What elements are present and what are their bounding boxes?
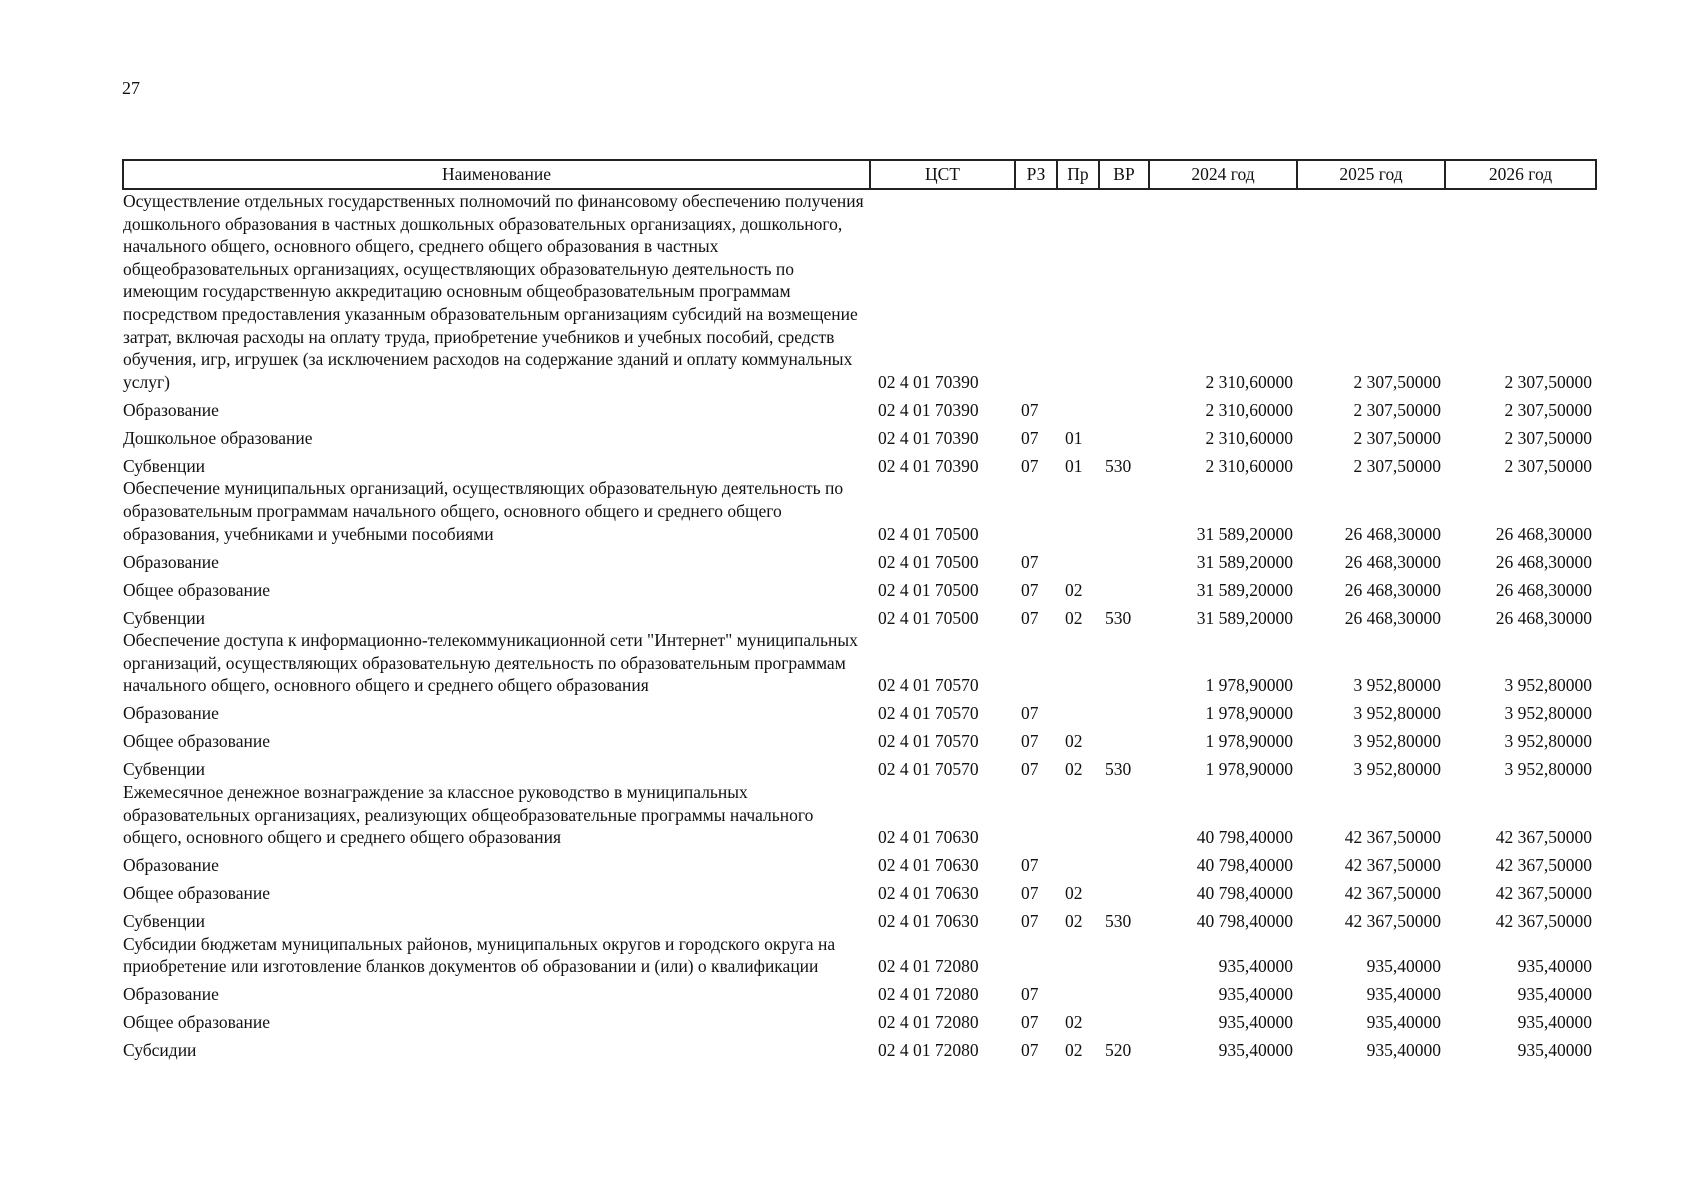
- cell-2024: 2 310,60000: [1205, 427, 1293, 448]
- cell-rz: [1015, 933, 1057, 978]
- cell-pr: [1057, 393, 1099, 421]
- cell-2024: 2 310,60000: [1205, 455, 1293, 476]
- cell-pr: 02: [1065, 1012, 1083, 1033]
- cell-2025: 3 952,80000: [1353, 703, 1441, 724]
- cell-2025: 42 367,50000: [1344, 855, 1441, 876]
- cell-vr: [1099, 877, 1149, 905]
- cell-vr: [1099, 477, 1149, 545]
- cell-cst: 02 4 01 70500: [878, 607, 979, 628]
- cell-rz: [1015, 477, 1057, 545]
- table-row: [123, 933, 1596, 978]
- cell-2026: 2 307,50000: [1504, 371, 1592, 392]
- cell-cst: 02 4 01 70570: [878, 675, 979, 696]
- budget-table: [122, 159, 1597, 1062]
- cell-2025: 3 952,80000: [1353, 731, 1441, 752]
- cell-vr: [1099, 629, 1149, 697]
- cell-vr: [1099, 725, 1149, 753]
- cell-pr: [1057, 189, 1099, 393]
- cell-2026: 935,40000: [1517, 956, 1592, 977]
- cell-2024: 40 798,40000: [1196, 855, 1293, 876]
- cell-2026: 26 468,30000: [1495, 579, 1592, 600]
- cell-2024: 40 798,40000: [1196, 911, 1293, 932]
- header-pr: Пр: [1057, 160, 1099, 189]
- page-number: 27: [122, 78, 140, 98]
- header-vr: ВР: [1099, 160, 1149, 189]
- cell-2026: 2 307,50000: [1504, 455, 1592, 476]
- table-row: [123, 697, 1596, 725]
- cell-2025: 42 367,50000: [1344, 911, 1441, 932]
- cell-rz: 07: [1021, 455, 1039, 476]
- cell-2026: 935,40000: [1517, 984, 1592, 1005]
- table-row: [123, 449, 1596, 477]
- cell-2024: 935,40000: [1218, 984, 1293, 1005]
- cell-vr: [1099, 393, 1149, 421]
- cell-2024: 1 978,90000: [1205, 759, 1293, 780]
- cell-pr: 02: [1065, 759, 1083, 780]
- cell-2024: 935,40000: [1218, 956, 1293, 977]
- cell-vr: [1099, 933, 1149, 978]
- cell-rz: [1015, 189, 1057, 393]
- cell-pr: 02: [1065, 911, 1083, 932]
- cell-name: Образование: [123, 551, 219, 572]
- cell-rz: 07: [1021, 703, 1039, 724]
- cell-2024: 40 798,40000: [1196, 883, 1293, 904]
- table-row: [123, 849, 1596, 877]
- cell-vr: [1099, 849, 1149, 877]
- cell-2026: 42 367,50000: [1495, 911, 1592, 932]
- cell-2024: 31 589,20000: [1196, 607, 1293, 628]
- cell-2024: 2 310,60000: [1205, 371, 1293, 392]
- cell-2026: 935,40000: [1517, 1040, 1592, 1061]
- cell-vr: 530: [1105, 911, 1132, 932]
- cell-rz: 07: [1021, 759, 1039, 780]
- table-row: [123, 1034, 1596, 1062]
- table-row: [123, 629, 1596, 697]
- cell-cst: 02 4 01 70500: [878, 523, 979, 544]
- cell-cst: 02 4 01 70630: [878, 855, 979, 876]
- cell-vr: 530: [1105, 607, 1132, 628]
- table-row: [123, 601, 1596, 629]
- cell-pr: 01: [1065, 455, 1083, 476]
- cell-2026: 42 367,50000: [1495, 827, 1592, 848]
- cell-rz: 07: [1021, 607, 1039, 628]
- cell-rz: 07: [1021, 883, 1039, 904]
- table-row: [123, 573, 1596, 601]
- cell-2026: 3 952,80000: [1504, 703, 1592, 724]
- cell-vr: [1099, 781, 1149, 849]
- cell-cst: 02 4 01 70630: [878, 827, 979, 848]
- table-row: [123, 877, 1596, 905]
- cell-cst: 02 4 01 70390: [878, 455, 979, 476]
- table-header-row: [123, 160, 1596, 189]
- cell-cst: 02 4 01 72080: [878, 956, 979, 977]
- cell-2025: 26 468,30000: [1344, 607, 1441, 628]
- cell-2024: 1 978,90000: [1205, 731, 1293, 752]
- cell-cst: 02 4 01 70390: [878, 399, 979, 420]
- cell-name: Общее образование: [123, 731, 270, 752]
- cell-2026: 26 468,30000: [1495, 523, 1592, 544]
- cell-2025: 935,40000: [1366, 984, 1441, 1005]
- cell-2026: 3 952,80000: [1504, 675, 1592, 696]
- cell-rz: 07: [1021, 579, 1039, 600]
- cell-2025: 3 952,80000: [1353, 675, 1441, 696]
- cell-name: Субвенции: [123, 455, 206, 476]
- cell-name: Субсидии: [123, 1040, 197, 1061]
- cell-cst: 02 4 01 70630: [878, 911, 979, 932]
- header-2026: 2026 год: [1445, 160, 1596, 189]
- cell-2026: 26 468,30000: [1495, 551, 1592, 572]
- cell-vr: 530: [1105, 455, 1132, 476]
- cell-2026: 2 307,50000: [1504, 427, 1592, 448]
- cell-pr: [1057, 933, 1099, 978]
- cell-name: Общее образование: [123, 579, 270, 600]
- cell-2025: 935,40000: [1366, 1012, 1441, 1033]
- cell-pr: 02: [1065, 883, 1083, 904]
- cell-2024: 31 589,20000: [1196, 551, 1293, 572]
- cell-2026: 2 307,50000: [1504, 399, 1592, 420]
- cell-cst: 02 4 01 70570: [878, 731, 979, 752]
- cell-vr: 520: [1105, 1040, 1132, 1061]
- cell-2024: 1 978,90000: [1205, 703, 1293, 724]
- table-row: [123, 753, 1596, 781]
- cell-name: Образование: [123, 984, 219, 1005]
- cell-pr: [1057, 978, 1099, 1006]
- cell-name: Субвенции: [123, 759, 206, 780]
- cell-vr: [1099, 978, 1149, 1006]
- cell-2026: 26 468,30000: [1495, 607, 1592, 628]
- cell-cst: 02 4 01 70500: [878, 579, 979, 600]
- table-row: [123, 978, 1596, 1006]
- cell-name: Образование: [123, 703, 219, 724]
- cell-2024: 31 589,20000: [1196, 579, 1293, 600]
- cell-cst: 02 4 01 70390: [878, 427, 979, 448]
- cell-rz: 07: [1021, 399, 1039, 420]
- cell-rz: 07: [1021, 984, 1039, 1005]
- header-2024: 2024 год: [1149, 160, 1297, 189]
- cell-2024: 40 798,40000: [1196, 827, 1293, 848]
- cell-2025: 935,40000: [1366, 956, 1441, 977]
- cell-rz: 07: [1021, 855, 1039, 876]
- cell-2026: 935,40000: [1517, 1012, 1592, 1033]
- cell-2026: 3 952,80000: [1504, 731, 1592, 752]
- cell-cst: 02 4 01 72080: [878, 1012, 979, 1033]
- cell-rz: 07: [1021, 1040, 1039, 1061]
- cell-2025: 26 468,30000: [1344, 523, 1441, 544]
- cell-pr: 02: [1065, 579, 1083, 600]
- cell-pr: 02: [1065, 731, 1083, 752]
- cell-pr: [1057, 781, 1099, 849]
- table-row: [123, 477, 1596, 545]
- cell-pr: [1057, 545, 1099, 573]
- cell-2026: 42 367,50000: [1495, 855, 1592, 876]
- table-row: [123, 905, 1596, 933]
- cell-name: Образование: [123, 399, 219, 420]
- cell-name: Дошкольное образование: [123, 427, 313, 448]
- cell-2025: 26 468,30000: [1344, 551, 1441, 572]
- table-row: [123, 1006, 1596, 1034]
- table-row: [123, 725, 1596, 753]
- cell-cst: 02 4 01 72080: [878, 1040, 979, 1061]
- cell-2024: 2 310,60000: [1205, 399, 1293, 420]
- cell-name: Субсидии бюджетам муниципальных районов, муниципальных округов и городского округа на приобретение или изготовление бланков документов об образовании и (или) о квалификации: [123, 933, 836, 977]
- cell-2025: 26 468,30000: [1344, 579, 1441, 600]
- cell-rz: 07: [1021, 427, 1039, 448]
- cell-cst: 02 4 01 70500: [878, 551, 979, 572]
- cell-2025: 3 952,80000: [1353, 759, 1441, 780]
- cell-2025: 42 367,50000: [1344, 883, 1441, 904]
- cell-rz: [1015, 629, 1057, 697]
- cell-name: Общее образование: [123, 1012, 270, 1033]
- cell-vr: [1099, 545, 1149, 573]
- cell-name: Общее образование: [123, 883, 270, 904]
- cell-name: Образование: [123, 855, 219, 876]
- cell-pr: 02: [1065, 607, 1083, 628]
- cell-2025: 2 307,50000: [1353, 455, 1441, 476]
- cell-name: Субвенции: [123, 607, 206, 628]
- cell-rz: [1015, 781, 1057, 849]
- cell-name: Обеспечение доступа к информационно-телекоммуникационной сети "Интернет" муниципальных организаций, осуществляющих образовательную деятельность по образовательным программам начального общего, основного общего и среднего общего образования: [123, 630, 858, 696]
- table-row: [123, 393, 1596, 421]
- cell-cst: 02 4 01 70570: [878, 703, 979, 724]
- cell-2024: 1 978,90000: [1205, 675, 1293, 696]
- cell-cst: 02 4 01 70630: [878, 883, 979, 904]
- cell-pr: [1057, 849, 1099, 877]
- cell-cst: 02 4 01 70390: [878, 371, 979, 392]
- cell-cst: 02 4 01 70570: [878, 759, 979, 780]
- cell-cst: 02 4 01 72080: [878, 984, 979, 1005]
- table-row: [123, 189, 1596, 393]
- cell-vr: [1099, 189, 1149, 393]
- cell-name: Ежемесячное денежное вознаграждение за классное руководство в муниципальных образовательных организациях, реализующих общеобразовательные программы начального общего, основного общего и среднего общего образования: [123, 781, 814, 848]
- header-2025: 2025 год: [1297, 160, 1445, 189]
- table-row: [123, 781, 1596, 849]
- cell-vr: [1099, 421, 1149, 449]
- cell-name: Осуществление отдельных государственных полномочий по финансовому обеспечению получения дошкольного образования в частных дошкольных образовательных организациях, дошкольного, начального общего, основного общего, среднего общего образования в частных общеобразовательных организациях, осуществляющих образовательную деятельность по имеющим государственную аккредитацию основным общеобразовательным программам посредством предоставления указанным образовательным организациям субсидий на возмещение затрат, включая расходы на оплату труда, приобретение учебников и учебных пособий, средств обучения, игр, игрушек (за исключением расходов на содержание зданий и оплату коммунальных услуг): [123, 191, 864, 392]
- cell-rz: 07: [1021, 911, 1039, 932]
- cell-pr: [1057, 477, 1099, 545]
- cell-vr: [1099, 1006, 1149, 1034]
- cell-rz: 07: [1021, 551, 1039, 572]
- header-rz: РЗ: [1015, 160, 1057, 189]
- cell-vr: [1099, 697, 1149, 725]
- header-cst: ЦСТ: [870, 160, 1015, 189]
- cell-vr: 530: [1105, 759, 1132, 780]
- header-name: Наименование: [123, 160, 870, 189]
- cell-2026: 42 367,50000: [1495, 883, 1592, 904]
- cell-pr: 01: [1065, 427, 1083, 448]
- cell-2026: 3 952,80000: [1504, 759, 1592, 780]
- table-row: [123, 545, 1596, 573]
- cell-2024: 935,40000: [1218, 1012, 1293, 1033]
- cell-rz: 07: [1021, 731, 1039, 752]
- cell-2025: 935,40000: [1366, 1040, 1441, 1061]
- cell-name: Субвенции: [123, 911, 206, 932]
- cell-2024: 935,40000: [1218, 1040, 1293, 1061]
- cell-name: Обеспечение муниципальных организаций, осуществляющих образовательную деятельность по образовательным программам начального общего, основного общего и среднего общего образования, учебниками и учебными пособиями: [123, 478, 844, 544]
- cell-pr: [1057, 697, 1099, 725]
- cell-rz: 07: [1021, 1012, 1039, 1033]
- cell-2025: 2 307,50000: [1353, 371, 1441, 392]
- cell-2024: 31 589,20000: [1196, 523, 1293, 544]
- cell-2025: 42 367,50000: [1344, 827, 1441, 848]
- cell-pr: [1057, 629, 1099, 697]
- cell-vr: [1099, 573, 1149, 601]
- cell-pr: 02: [1065, 1040, 1083, 1061]
- cell-2025: 2 307,50000: [1353, 427, 1441, 448]
- cell-2025: 2 307,50000: [1353, 399, 1441, 420]
- table-row: [123, 421, 1596, 449]
